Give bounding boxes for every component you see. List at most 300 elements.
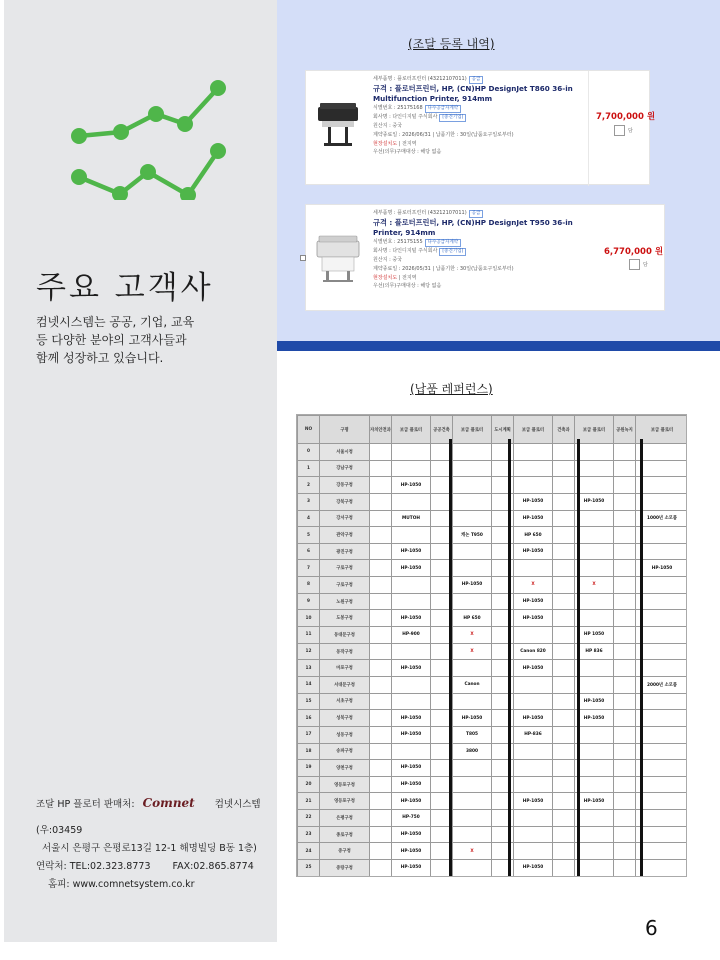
table-row	[298, 510, 688, 527]
table-cell	[514, 560, 553, 577]
table-cell	[636, 527, 688, 544]
district-name: 서대문구청	[320, 676, 370, 693]
table-row	[298, 577, 688, 594]
table-cell	[553, 444, 575, 461]
table-cell	[553, 826, 575, 843]
table-row	[298, 593, 688, 610]
table-cell: HP-1050	[392, 793, 431, 810]
table-cell: X	[453, 643, 492, 660]
table-cell	[392, 693, 431, 710]
product-card	[305, 204, 665, 311]
district-name: 도봉구청	[320, 610, 370, 627]
table-row	[298, 527, 688, 544]
table-cell	[614, 543, 636, 560]
supply-tag: 공급	[469, 76, 484, 84]
row-number: 7	[298, 560, 320, 577]
description-line: 등 다양한 분야의 고객사들과	[36, 333, 187, 347]
table-cell	[614, 444, 636, 461]
table-cell	[636, 543, 688, 560]
table-cell	[575, 843, 614, 860]
district-name: 종로구청	[320, 826, 370, 843]
table-cell	[392, 743, 431, 760]
row-number: 2	[298, 477, 320, 494]
table-cell	[636, 693, 688, 710]
table-row	[298, 444, 688, 461]
contract-tag: 다수공급자계약	[425, 105, 461, 113]
table-cell: MUTOH	[392, 510, 431, 527]
district-name: 강북구청	[320, 493, 370, 510]
phone-fax-row	[36, 858, 257, 876]
table-row	[298, 610, 688, 627]
row-number: 20	[298, 776, 320, 793]
table-cell	[392, 676, 431, 693]
table-cell: HP-1050	[392, 710, 431, 727]
table-cell	[614, 860, 636, 877]
table-cell	[514, 826, 553, 843]
table-cell	[553, 760, 575, 777]
table-cell	[370, 860, 392, 877]
table-cell: Canon	[453, 676, 492, 693]
page-title: 주요 고객사	[36, 270, 214, 306]
row-number: 22	[298, 810, 320, 827]
table-cell	[636, 444, 688, 461]
product-contract: 계약종료일 : 2026/06/31 | 납품기한 : 30일(납품요구일로부터)	[373, 131, 514, 138]
page-number: 6	[645, 916, 658, 940]
table-cell	[614, 710, 636, 727]
table-cell	[575, 560, 614, 577]
table-row	[298, 693, 688, 710]
table-cell: HP-1050	[514, 610, 553, 627]
table-cell	[636, 810, 688, 827]
onsite-label: 현장설치도	[373, 140, 398, 147]
table-cell	[575, 676, 614, 693]
table-cell	[392, 577, 431, 594]
table-row	[298, 860, 688, 877]
address: 서울시 은평구 은평로13길 12-1 해명빌딩 B동 1층)	[42, 843, 257, 854]
dealer-info	[36, 796, 261, 810]
onsite-label: 현장설치도	[373, 274, 398, 281]
table-cell: HP-1050	[453, 710, 492, 727]
table-row	[298, 810, 688, 827]
table-cell	[636, 627, 688, 644]
priority-purchase: 우선(의무)구매대상 : 해당 없음	[373, 283, 442, 290]
district-name: 성북구청	[320, 710, 370, 727]
priority-purchase: 우선(의무)구매대상 : 해당 없음	[373, 149, 442, 156]
table-cell	[370, 843, 392, 860]
table-cell	[392, 460, 431, 477]
table-cell: HP-1050	[575, 493, 614, 510]
table-cell	[614, 577, 636, 594]
table-cell	[614, 793, 636, 810]
table-cell	[553, 627, 575, 644]
table-cell: X	[514, 577, 553, 594]
dealer-label: 조달 HP 플로터 판매처:	[36, 799, 135, 810]
table-cell	[370, 460, 392, 477]
district-name: 강서구청	[320, 510, 370, 527]
column-header: 자치안전과	[370, 416, 392, 444]
district-name: 관악구청	[320, 527, 370, 544]
table-cell: HP-1050	[514, 860, 553, 877]
table-cell: HP-750	[392, 810, 431, 827]
table-cell	[614, 460, 636, 477]
row-number: 25	[298, 860, 320, 877]
table-cell: X	[575, 577, 614, 594]
district-name: 성동구청	[320, 726, 370, 743]
table-cell	[370, 810, 392, 827]
table-cell	[553, 510, 575, 527]
product-id: 식별번호 : 25175155	[373, 239, 423, 245]
district-name: 동대문구청	[320, 627, 370, 644]
table-cell	[370, 760, 392, 777]
district-name: 구로구청	[320, 560, 370, 577]
district-name: 송파구청	[320, 743, 370, 760]
column-header: 건축과	[553, 416, 575, 444]
table-cell: HP-1050	[392, 726, 431, 743]
table-cell: HP-836	[514, 726, 553, 743]
table-cell	[453, 793, 492, 810]
table-cell	[614, 660, 636, 677]
table-cell	[575, 510, 614, 527]
postcode: (우:03459	[36, 825, 83, 836]
column-header: 공공건축	[431, 416, 453, 444]
table-cell	[636, 776, 688, 793]
table-row	[298, 743, 688, 760]
table-cell	[614, 726, 636, 743]
table-cell	[514, 693, 553, 710]
table-cell	[636, 860, 688, 877]
table-cell: 3800	[453, 743, 492, 760]
table-cell	[392, 527, 431, 544]
divider-stripe	[277, 341, 720, 351]
table-cell	[553, 643, 575, 660]
table-cell	[453, 593, 492, 610]
table-cell	[514, 810, 553, 827]
table-row	[298, 776, 688, 793]
supply-tag: 공급	[469, 210, 484, 218]
table-cell	[370, 643, 392, 660]
district-name: 구로구청	[320, 577, 370, 594]
table-cell	[553, 477, 575, 494]
table-cell	[392, 493, 431, 510]
table-cell: HP 650	[453, 610, 492, 627]
table-cell	[370, 477, 392, 494]
table-cell	[614, 593, 636, 610]
table-cell	[553, 693, 575, 710]
table-cell	[614, 810, 636, 827]
table-cell: HP-1050	[392, 560, 431, 577]
table-row	[298, 826, 688, 843]
table-cell: X	[453, 627, 492, 644]
district-name: 중랑구청	[320, 860, 370, 877]
table-cell	[636, 760, 688, 777]
table-cell	[370, 660, 392, 677]
table-cell	[553, 610, 575, 627]
table-row	[298, 493, 688, 510]
row-number: 6	[298, 543, 320, 560]
district-name: 영등포구청	[320, 776, 370, 793]
table-cell	[514, 676, 553, 693]
table-cell	[453, 477, 492, 494]
column-header: 도시계획	[492, 416, 514, 444]
table-cell	[514, 627, 553, 644]
table-cell: HP-1050	[392, 660, 431, 677]
table-cell	[636, 477, 688, 494]
cart-checkbox[interactable]	[629, 259, 640, 270]
table-row	[298, 710, 688, 727]
table-cell: 2000년 소모품	[636, 676, 688, 693]
table-cell	[514, 477, 553, 494]
table-cell	[370, 510, 392, 527]
table-cell	[370, 593, 392, 610]
column-header: 보급 플로터	[453, 416, 492, 444]
product-origin: 원산지 : 중국	[373, 257, 403, 263]
product-category: 세부품명 : 플로터프린터 (43212107011)	[373, 76, 467, 82]
table-cell	[636, 577, 688, 594]
product-title[interactable]: 규격 : 플로터프린터, HP, (CN)HP DesignJet T860 36-in Multifunction Printer, 914mm	[373, 84, 573, 103]
table-cell	[514, 843, 553, 860]
table-cell	[636, 660, 688, 677]
district-name: 마포구청	[320, 660, 370, 677]
table-cell	[553, 793, 575, 810]
product-company: 회사명 : 다인디지털 주식회사	[373, 248, 438, 254]
table-cell	[614, 643, 636, 660]
reference-table	[296, 414, 687, 877]
table-cell	[553, 527, 575, 544]
table-cell	[614, 527, 636, 544]
table-divider	[508, 439, 511, 876]
table-cell	[636, 726, 688, 743]
table-divider	[449, 439, 452, 876]
table-cell: HP-1050	[453, 577, 492, 594]
table-cell	[575, 826, 614, 843]
table-cell	[370, 776, 392, 793]
row-number: 9	[298, 593, 320, 610]
row-number: 21	[298, 793, 320, 810]
onsite-value: | 전지역	[397, 140, 417, 147]
description-line: 컴넷시스템는 공공, 기업, 교육	[36, 315, 195, 329]
row-number: 14	[298, 676, 320, 693]
table-cell	[370, 444, 392, 461]
table-cell: HP 1050	[575, 627, 614, 644]
company-description	[36, 313, 256, 367]
table-cell: HP-1050	[392, 477, 431, 494]
table-cell: HP-1050	[392, 543, 431, 560]
table-cell: 1000년 소모품	[636, 510, 688, 527]
table-cell	[453, 860, 492, 877]
table-cell: HP-1050	[514, 793, 553, 810]
table-cell	[553, 560, 575, 577]
table-cell	[453, 510, 492, 527]
table-cell: HP-1050	[514, 710, 553, 727]
table-cell	[636, 610, 688, 627]
row-number: 15	[298, 693, 320, 710]
table-cell	[514, 776, 553, 793]
table-row	[298, 726, 688, 743]
column-header: 구명	[320, 416, 370, 444]
table-cell	[575, 593, 614, 610]
column-header: 보급 플로터	[514, 416, 553, 444]
column-header: 공원녹지	[614, 416, 636, 444]
table-cell	[614, 760, 636, 777]
table-cell: HP-1050	[392, 843, 431, 860]
table-cell	[553, 810, 575, 827]
row-number: 4	[298, 510, 320, 527]
table-cell	[553, 660, 575, 677]
table-cell	[636, 593, 688, 610]
table-cell	[636, 460, 688, 477]
row-number: 16	[298, 710, 320, 727]
table-cell	[614, 493, 636, 510]
table-cell	[636, 793, 688, 810]
column-header: 보급 플로터	[636, 416, 688, 444]
table-cell	[614, 743, 636, 760]
table-cell	[553, 726, 575, 743]
table-cell	[553, 676, 575, 693]
table-cell	[553, 710, 575, 727]
table-cell	[553, 743, 575, 760]
cart-label: 담	[643, 262, 648, 268]
table-cell	[370, 826, 392, 843]
table-cell	[636, 743, 688, 760]
district-name: 중구청	[320, 843, 370, 860]
product-id: 식별번호 : 25175168	[373, 105, 423, 111]
table-cell: HP-1050	[575, 710, 614, 727]
table-cell	[614, 843, 636, 860]
dealer-name: 컴넷시스템	[214, 799, 261, 810]
row-number: 10	[298, 610, 320, 627]
row-number: 23	[298, 826, 320, 843]
table-cell	[553, 460, 575, 477]
select-radio[interactable]	[300, 255, 306, 261]
table-cell	[453, 660, 492, 677]
table-cell: HP-1050	[636, 560, 688, 577]
table-cell: HP 836	[575, 643, 614, 660]
table-cell: T805	[453, 726, 492, 743]
row-number: 17	[298, 726, 320, 743]
table-cell	[614, 776, 636, 793]
row-number: 13	[298, 660, 320, 677]
product-category: 세부품명 : 플로터프린터 (43212107011)	[373, 210, 467, 216]
table-row	[298, 676, 688, 693]
table-cell	[453, 444, 492, 461]
table-cell	[370, 710, 392, 727]
table-cell	[453, 826, 492, 843]
column-header: NO	[298, 416, 320, 444]
table-cell	[614, 510, 636, 527]
column-header: 보급 플로터	[575, 416, 614, 444]
table-cell	[614, 560, 636, 577]
homepage: 홈피: www.comnetsystem.co.kr	[48, 879, 195, 890]
product-info	[373, 75, 588, 157]
table-cell	[453, 493, 492, 510]
table-cell	[614, 676, 636, 693]
row-number: 12	[298, 643, 320, 660]
table-cell	[453, 693, 492, 710]
fax: FAX:02.865.8774	[172, 861, 254, 872]
district-name: 노원구청	[320, 593, 370, 610]
district-name: 양천구청	[320, 760, 370, 777]
table-cell	[614, 826, 636, 843]
row-number: 5	[298, 527, 320, 544]
table-cell	[370, 627, 392, 644]
table-row	[298, 560, 688, 577]
table-cell	[370, 577, 392, 594]
company-tag: [중견기업]	[439, 114, 466, 122]
table-cell	[553, 577, 575, 594]
table-cell: X	[453, 843, 492, 860]
table-row	[298, 793, 688, 810]
district-name: 서울시청	[320, 444, 370, 461]
table-cell	[392, 643, 431, 660]
table-cell	[553, 776, 575, 793]
district-name: 은평구청	[320, 810, 370, 827]
table-cell: Canon 820	[514, 643, 553, 660]
table-cell	[575, 660, 614, 677]
table-cell	[614, 693, 636, 710]
row-number: 24	[298, 843, 320, 860]
growth-chart-icon	[64, 70, 234, 200]
table-cell	[392, 593, 431, 610]
product-price: 6,770,000 원	[604, 247, 664, 257]
table-cell	[514, 743, 553, 760]
table-cell: HP-1050	[392, 860, 431, 877]
district-name: 영등포구청	[320, 793, 370, 810]
table-cell	[392, 444, 431, 461]
product-company: 회사명 : 다인디지털 주식회사	[373, 114, 438, 120]
cart-label: 담	[628, 128, 633, 134]
table-cell	[370, 610, 392, 627]
table-cell	[370, 493, 392, 510]
product-title[interactable]: 규격 : 플로터프린터, HP, (CN)HP DesignJet T950 36-in Printer, 914mm	[373, 218, 573, 237]
table-cell	[453, 560, 492, 577]
product-price: 7,700,000 원	[596, 112, 656, 122]
comnet-logo: Comnet	[142, 796, 195, 810]
table-cell	[553, 860, 575, 877]
table-row	[298, 543, 688, 560]
table-row	[298, 760, 688, 777]
description-line: 함께 성장하고 있습니다.	[36, 351, 164, 365]
table-row	[298, 627, 688, 644]
table-row	[298, 843, 688, 860]
plotter-image	[314, 227, 362, 287]
table-cell	[575, 760, 614, 777]
table-cell	[370, 793, 392, 810]
table-row	[298, 460, 688, 477]
table-row	[298, 660, 688, 677]
table-cell	[575, 610, 614, 627]
onsite-value: | 전지역	[397, 274, 417, 281]
phone: 연락처: TEL:02.323.8773	[36, 861, 151, 872]
table-cell	[370, 676, 392, 693]
row-number: 3	[298, 493, 320, 510]
table-cell	[453, 810, 492, 827]
table-cell: HP 650	[514, 527, 553, 544]
table-divider	[577, 439, 580, 876]
table-cell	[636, 493, 688, 510]
procurement-heading: (조달 등록 내역)	[408, 37, 495, 51]
cart-checkbox[interactable]	[614, 125, 625, 136]
table-cell: HP-1050	[392, 610, 431, 627]
table-cell	[514, 444, 553, 461]
table-cell	[453, 760, 492, 777]
district-name: 광진구청	[320, 543, 370, 560]
table-cell: HP-1050	[575, 693, 614, 710]
table-cell	[370, 726, 392, 743]
table-cell	[575, 776, 614, 793]
row-number: 11	[298, 627, 320, 644]
table-cell: HP-1050	[514, 543, 553, 560]
table-cell	[370, 560, 392, 577]
